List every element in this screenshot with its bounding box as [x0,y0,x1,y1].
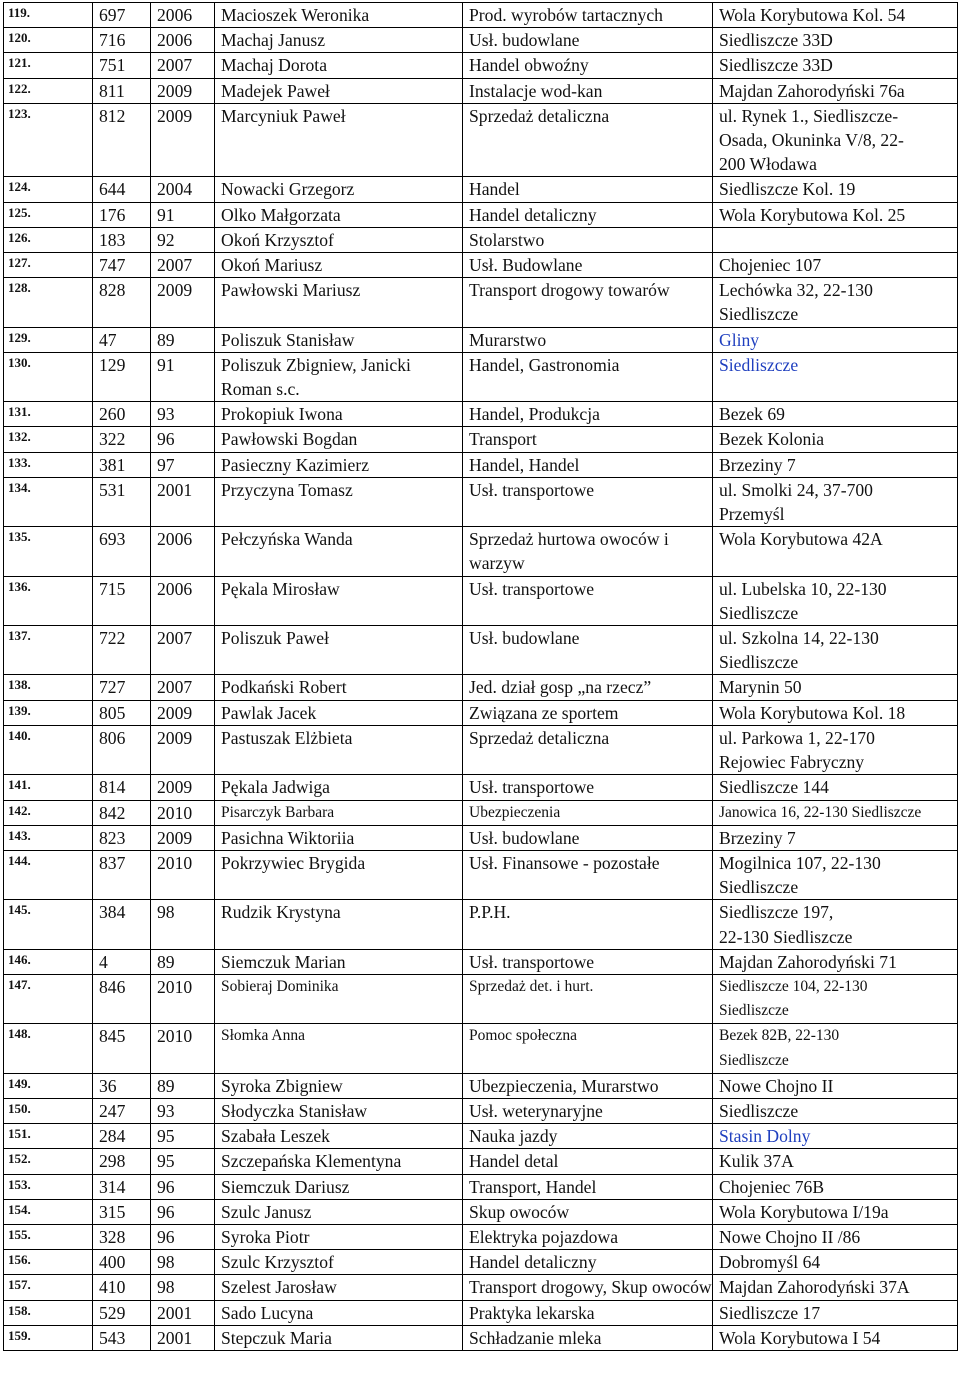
year-cell: 96 [151,1174,215,1199]
business-registry-table [3,2,958,1351]
number-cell: 828 [93,278,151,327]
name-cell: Sado Lucyna [215,1300,463,1325]
number-cell: 814 [93,775,151,800]
activity-cell: Usł. budowlane [463,28,713,53]
number-cell: 805 [93,700,151,725]
address-cell: Siedliszcze 104, 22-130 Siedliszcze [713,974,958,1023]
table-row [4,725,958,774]
lp-cell: 146. [4,949,93,974]
number-cell: 410 [93,1275,151,1300]
lp-cell: 144. [4,850,93,899]
activity-cell: Usł. transportowe [463,775,713,800]
table-row [4,1300,958,1325]
address-cell: Siedliszcze 197, 22-130 Siedliszcze [713,900,958,949]
activity-cell: Praktyka lekarska [463,1300,713,1325]
name-cell: Podkański Robert [215,675,463,700]
address-cell: Majdan Zahorodyński 71 [713,949,958,974]
activity-cell: Pomoc społeczna [463,1024,713,1073]
year-cell: 2009 [151,825,215,850]
name-cell: Szabała Leszek [215,1124,463,1149]
activity-cell: Nauka jazdy [463,1124,713,1149]
activity-cell: Usł. transportowe [463,477,713,526]
address-cell: Siedliszcze 33D [713,53,958,78]
year-cell: 97 [151,452,215,477]
address-cell: Nowe Chojno II /86 [713,1224,958,1249]
lp-cell: 155. [4,1224,93,1249]
year-cell: 2009 [151,725,215,774]
activity-cell: Usł. weterynaryjne [463,1098,713,1123]
address-cell: Wola Korybutowa Kol. 25 [713,202,958,227]
year-cell: 91 [151,352,215,401]
table-row [4,1325,958,1350]
activity-cell: Stolarstwo [463,227,713,252]
year-cell: 91 [151,202,215,227]
number-cell: 837 [93,850,151,899]
name-cell: Pełczyńska Wanda [215,527,463,576]
table-row [4,775,958,800]
name-cell: Szczepańska Klementyna [215,1149,463,1174]
year-cell: 89 [151,327,215,352]
lp-cell: 130. [4,352,93,401]
lp-cell: 131. [4,402,93,427]
year-cell: 2009 [151,278,215,327]
address-cell: Siedliszcze 144 [713,775,958,800]
activity-cell: Transport, Handel [463,1174,713,1199]
year-cell: 2009 [151,700,215,725]
table-body [4,3,958,1351]
name-cell: Słomka Anna [215,1024,463,1073]
activity-cell: Sprzedaż detaliczna [463,725,713,774]
number-cell: 823 [93,825,151,850]
activity-cell: Instalacje wod-kan [463,78,713,103]
number-cell: 751 [93,53,151,78]
number-cell: 845 [93,1024,151,1073]
lp-cell: 125. [4,202,93,227]
address-cell: Wola Korybutowa 42A [713,527,958,576]
address-cell: Wola Korybutowa Kol. 18 [713,700,958,725]
address-cell: ul. Rynek 1., Siedliszcze- Osada, Okuninka V/8, 22- 200 Włodawa [713,103,958,177]
number-cell: 812 [93,103,151,177]
activity-cell: Jed. dział gosp „na rzecz” [463,675,713,700]
year-cell: 98 [151,1275,215,1300]
name-cell: Okoń Mariusz [215,253,463,278]
year-cell: 2009 [151,775,215,800]
table-row [4,28,958,53]
year-cell: 96 [151,427,215,452]
table-row [4,227,958,252]
address-cell: Majdan Zahorodyński 76a [713,78,958,103]
lp-cell: 158. [4,1300,93,1325]
name-cell: Przyczyna Tomasz [215,477,463,526]
lp-cell: 142. [4,800,93,825]
number-cell: 328 [93,1224,151,1249]
address-cell: Bezek 69 [713,402,958,427]
address-cell: Wola Korybutowa Kol. 54 [713,3,958,28]
name-cell: Siemczuk Marian [215,949,463,974]
activity-cell: Handel, Gastronomia [463,352,713,401]
number-cell: 697 [93,3,151,28]
activity-cell: Ubezpieczenia, Murarstwo [463,1073,713,1098]
name-cell: Szulc Janusz [215,1199,463,1224]
table-row [4,1149,958,1174]
activity-cell: Transport drogowy towarów [463,278,713,327]
table-row [4,253,958,278]
lp-cell: 124. [4,177,93,202]
lp-cell: 123. [4,103,93,177]
address-cell: Siedliszcze [713,352,958,401]
address-cell: Wola Korybutowa I/19a [713,1199,958,1224]
table-row [4,402,958,427]
address-cell: Chojeniec 76B [713,1174,958,1199]
number-cell: 644 [93,177,151,202]
lp-cell: 121. [4,53,93,78]
year-cell: 2006 [151,576,215,625]
number-cell: 806 [93,725,151,774]
table-row [4,477,958,526]
lp-cell: 134. [4,477,93,526]
name-cell: Marcyniuk Paweł [215,103,463,177]
table-row [4,850,958,899]
year-cell: 2007 [151,675,215,700]
number-cell: 727 [93,675,151,700]
activity-cell: Handel detal [463,1149,713,1174]
table-row [4,626,958,675]
number-cell: 298 [93,1149,151,1174]
table-row [4,675,958,700]
address-cell: Siedliszcze 33D [713,28,958,53]
address-cell: Bezek Kolonia [713,427,958,452]
table-row [4,352,958,401]
number-cell: 846 [93,974,151,1023]
year-cell: 96 [151,1224,215,1249]
name-cell: Nowacki Grzegorz [215,177,463,202]
lp-cell: 153. [4,1174,93,1199]
year-cell: 2006 [151,3,215,28]
year-cell: 96 [151,1199,215,1224]
name-cell: Pawłowski Bogdan [215,427,463,452]
activity-cell: Usł. transportowe [463,576,713,625]
table-row [4,1199,958,1224]
address-cell: ul. Smolki 24, 37-700 Przemyśl [713,477,958,526]
address-cell: Stasin Dolny [713,1124,958,1149]
lp-cell: 159. [4,1325,93,1350]
lp-cell: 141. [4,775,93,800]
activity-cell: Związana ze sportem [463,700,713,725]
number-cell: 529 [93,1300,151,1325]
name-cell: Olko Małgorzata [215,202,463,227]
year-cell: 95 [151,1149,215,1174]
table-row [4,949,958,974]
number-cell: 716 [93,28,151,53]
table-row [4,1024,958,1073]
lp-cell: 147. [4,974,93,1023]
lp-cell: 136. [4,576,93,625]
year-cell: 2007 [151,626,215,675]
activity-cell: Usł. budowlane [463,626,713,675]
lp-cell: 122. [4,78,93,103]
number-cell: 811 [93,78,151,103]
lp-cell: 157. [4,1275,93,1300]
activity-cell: Handel, Handel [463,452,713,477]
number-cell: 384 [93,900,151,949]
activity-cell: Elektryka pojazdowa [463,1224,713,1249]
table-row [4,78,958,103]
table-row [4,1174,958,1199]
year-cell: 93 [151,402,215,427]
number-cell: 183 [93,227,151,252]
year-cell: 98 [151,1250,215,1275]
name-cell: Macioszek Weronika [215,3,463,28]
name-cell: Szulc Krzysztof [215,1250,463,1275]
number-cell: 400 [93,1250,151,1275]
table-row [4,278,958,327]
address-cell: Nowe Chojno II [713,1073,958,1098]
address-cell: Majdan Zahorodyński 37A [713,1275,958,1300]
name-cell: Stepczuk Maria [215,1325,463,1350]
address-cell: Bezek 82B, 22-130 Siedliszcze [713,1024,958,1073]
lp-cell: 120. [4,28,93,53]
number-cell: 693 [93,527,151,576]
lp-cell: 156. [4,1250,93,1275]
year-cell: 2006 [151,527,215,576]
activity-cell: Transport [463,427,713,452]
number-cell: 176 [93,202,151,227]
number-cell: 315 [93,1199,151,1224]
number-cell: 722 [93,626,151,675]
address-cell: Chojeniec 107 [713,253,958,278]
table-row [4,177,958,202]
address-cell: Brzeziny 7 [713,825,958,850]
lp-cell: 143. [4,825,93,850]
table-row [4,53,958,78]
activity-cell: Sprzedaż hurtowa owoców i warzyw [463,527,713,576]
number-cell: 260 [93,402,151,427]
lp-cell: 149. [4,1073,93,1098]
year-cell: 2010 [151,1024,215,1073]
lp-cell: 135. [4,527,93,576]
activity-cell: Handel [463,177,713,202]
number-cell: 322 [93,427,151,452]
name-cell: Syroka Piotr [215,1224,463,1249]
table-row [4,900,958,949]
number-cell: 247 [93,1098,151,1123]
address-cell [713,227,958,252]
lp-cell: 145. [4,900,93,949]
lp-cell: 133. [4,452,93,477]
activity-cell: Skup owoców [463,1199,713,1224]
number-cell: 47 [93,327,151,352]
address-cell: Mogilnica 107, 22-130 Siedliszcze [713,850,958,899]
address-cell: Lechówka 32, 22-130 Siedliszcze [713,278,958,327]
activity-cell: Handel detaliczny [463,1250,713,1275]
address-cell: Siedliszcze 17 [713,1300,958,1325]
name-cell: Prokopiuk Iwona [215,402,463,427]
address-cell: Dobromyśl 64 [713,1250,958,1275]
lp-cell: 139. [4,700,93,725]
lp-cell: 148. [4,1024,93,1073]
table-row [4,103,958,177]
year-cell: 2004 [151,177,215,202]
activity-cell: Usł. transportowe [463,949,713,974]
name-cell: Słodyczka Stanisław [215,1098,463,1123]
number-cell: 4 [93,949,151,974]
table-row [4,700,958,725]
number-cell: 36 [93,1073,151,1098]
year-cell: 2007 [151,253,215,278]
table-row [4,1098,958,1123]
name-cell: Pokrzywiec Brygida [215,850,463,899]
number-cell: 129 [93,352,151,401]
table-row [4,527,958,576]
lp-cell: 152. [4,1149,93,1174]
lp-cell: 137. [4,626,93,675]
activity-cell: Usł. Budowlane [463,253,713,278]
name-cell: Pawłowski Mariusz [215,278,463,327]
table-row [4,1250,958,1275]
address-cell: ul. Lubelska 10, 22-130 Siedliszcze [713,576,958,625]
name-cell: Sobieraj Dominika [215,974,463,1023]
activity-cell: P.P.H. [463,900,713,949]
address-cell: Gliny [713,327,958,352]
number-cell: 842 [93,800,151,825]
activity-cell: Sprzedaż det. i hurt. [463,974,713,1023]
name-cell: Okoń Krzysztof [215,227,463,252]
table-row [4,825,958,850]
activity-cell: Handel, Produkcja [463,402,713,427]
activity-cell: Ubezpieczenia [463,800,713,825]
lp-cell: 140. [4,725,93,774]
table-row [4,1275,958,1300]
name-cell: Siemczuk Dariusz [215,1174,463,1199]
year-cell: 2009 [151,78,215,103]
name-cell: Poliszuk Zbigniew, Janicki Roman s.c. [215,352,463,401]
lp-cell: 126. [4,227,93,252]
lp-cell: 154. [4,1199,93,1224]
name-cell: Pękala Mirosław [215,576,463,625]
year-cell: 2007 [151,53,215,78]
lp-cell: 119. [4,3,93,28]
address-cell: ul. Szkolna 14, 22-130 Siedliszcze [713,626,958,675]
year-cell: 95 [151,1124,215,1149]
year-cell: 2010 [151,850,215,899]
address-cell: Wola Korybutowa I 54 [713,1325,958,1350]
name-cell: Poliszuk Stanisław [215,327,463,352]
activity-cell: Schładzanie mleka [463,1325,713,1350]
activity-cell: Transport drogowy, Skup owoców [463,1275,713,1300]
lp-cell: 129. [4,327,93,352]
year-cell: 2010 [151,800,215,825]
lp-cell: 128. [4,278,93,327]
year-cell: 89 [151,1073,215,1098]
year-cell: 89 [151,949,215,974]
year-cell: 2010 [151,974,215,1023]
number-cell: 381 [93,452,151,477]
number-cell: 284 [93,1124,151,1149]
year-cell: 2001 [151,1300,215,1325]
year-cell: 92 [151,227,215,252]
year-cell: 2001 [151,1325,215,1350]
name-cell: Pasieczny Kazimierz [215,452,463,477]
year-cell: 2006 [151,28,215,53]
name-cell: Syroka Zbigniew [215,1073,463,1098]
name-cell: Rudzik Krystyna [215,900,463,949]
table-row [4,1224,958,1249]
table-row [4,427,958,452]
table-row [4,202,958,227]
name-cell: Pisarczyk Barbara [215,800,463,825]
activity-cell: Handel obwoźny [463,53,713,78]
number-cell: 747 [93,253,151,278]
activity-cell: Prod. wyrobów tartacznych [463,3,713,28]
number-cell: 314 [93,1174,151,1199]
name-cell: Madejek Paweł [215,78,463,103]
lp-cell: 151. [4,1124,93,1149]
year-cell: 98 [151,900,215,949]
name-cell: Machaj Dorota [215,53,463,78]
name-cell: Szelest Jarosław [215,1275,463,1300]
name-cell: Pasichna Wiktoriia [215,825,463,850]
address-cell: ul. Parkowa 1, 22-170 Rejowiec Fabryczny [713,725,958,774]
address-cell: Brzeziny 7 [713,452,958,477]
activity-cell: Usł. Finansowe - pozostałe [463,850,713,899]
table-row [4,1124,958,1149]
address-cell: Janowica 16, 22-130 Siedliszcze [713,800,958,825]
activity-cell: Handel detaliczny [463,202,713,227]
address-cell: Siedliszcze [713,1098,958,1123]
lp-cell: 132. [4,427,93,452]
activity-cell: Sprzedaż detaliczna [463,103,713,177]
year-cell: 93 [151,1098,215,1123]
year-cell: 2001 [151,477,215,526]
name-cell: Machaj Janusz [215,28,463,53]
table-row [4,3,958,28]
activity-cell: Murarstwo [463,327,713,352]
name-cell: Poliszuk Paweł [215,626,463,675]
number-cell: 543 [93,1325,151,1350]
table-row [4,974,958,1023]
table-row [4,327,958,352]
table-row [4,452,958,477]
activity-cell: Usł. budowlane [463,825,713,850]
lp-cell: 127. [4,253,93,278]
table-row [4,576,958,625]
address-cell: Marynin 50 [713,675,958,700]
name-cell: Pękala Jadwiga [215,775,463,800]
lp-cell: 138. [4,675,93,700]
address-cell: Siedliszcze Kol. 19 [713,177,958,202]
table-row [4,800,958,825]
name-cell: Pastuszak Elżbieta [215,725,463,774]
number-cell: 531 [93,477,151,526]
lp-cell: 150. [4,1098,93,1123]
table-row [4,1073,958,1098]
name-cell: Pawlak Jacek [215,700,463,725]
year-cell: 2009 [151,103,215,177]
address-cell: Kulik 37A [713,1149,958,1174]
number-cell: 715 [93,576,151,625]
